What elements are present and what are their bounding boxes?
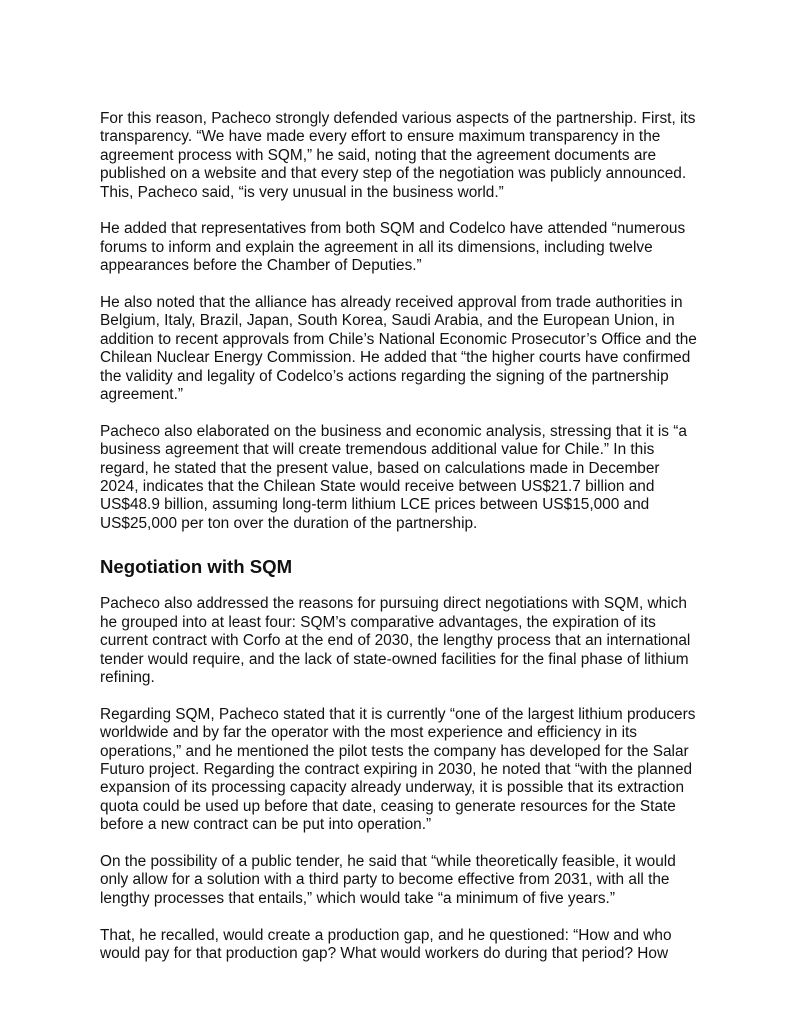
paragraph-forums: He added that representatives from both SQM and Codelco have attended “numerous forums to inform and explain the agreement in all its dimensions, including twelve appearances before the Chamber of Deputies.”	[100, 220, 686, 275]
document-page	[100, 110, 702, 982]
paragraph-public-tender: On the possibility of a public tender, he said that “while theoretically feasible, it would only allow for a solution with a third party to become effective from 2031, with all the lengthy processes that entails,” which would take “a minimum of five years.”	[100, 852, 676, 907]
paragraph-economic-analysis: Pacheco also elaborated on the business and economic analysis, stressing that it is “a business agreement that will create tremendous additional value for Chile.” In this regard, he stated that the present value, based on calculations made in December 2024, indicates that the Chilean State would receive between US$21.7 billion and US$48.9 billion, assuming long-term lithium LCE prices between US$15,000 and US$25,000 per ton over the duration of the partnership.	[100, 422, 687, 532]
paragraph-approvals: He also noted that the alliance has already received approval from trade authorities in Belgium, Italy, Brazil, Japan, South Korea, Saudi Arabia, and the European Union, in addition to recent approvals from Chile’s National Economic Prosecutor’s Office and the Chilean Nuclear Energy Commission. He added that “the higher courts have confirmed the validity and legality of Codelco’s actions regarding the signing of the partnership agreement.”	[100, 294, 697, 404]
paragraph-direct-negotiation-reasons: Pacheco also addressed the reasons for pursuing direct negotiations with SQM, which he grouped into at least four: SQM’s comparative advantages, the expiration of its current contract with Corfo at the end of 2030, the lengthy process that an international tender would require, and the lack of state-owned facilities for the final phase of lithium refining.	[100, 595, 691, 686]
paragraph-sqm-advantages: Regarding SQM, Pacheco stated that it is currently “one of the largest lithium producers worldwide and by far the operator with the most experience and efficiency in its operations,” and he mentioned the pilot tests the company has developed for the Salar Futuro project. Regarding the contract expiring in 2030, he noted that “with the planned expansion of its processing capacity already underway, it is possible that its extraction quota could be used up before that date, ceasing to generate resources for the State before a new contract can be put into operation.”	[100, 705, 696, 834]
paragraph-transparency: For this reason, Pacheco strongly defended various aspects of the partnership. First, its transparency. “We have made every effort to ensure maximum transparency in the agreement process with SQM,” he said, noting that the agreement documents are published on a website and that every step of the negotiation was publicly announced. This, Pacheco said, “is very unusual in the business world.”	[100, 110, 696, 201]
paragraph-production-gap: That, he recalled, would create a production gap, and he questioned: “How and who would pay for that production gap? What would workers do during that period? How	[100, 926, 672, 962]
section-heading: Negotiation with SQM	[100, 556, 293, 578]
